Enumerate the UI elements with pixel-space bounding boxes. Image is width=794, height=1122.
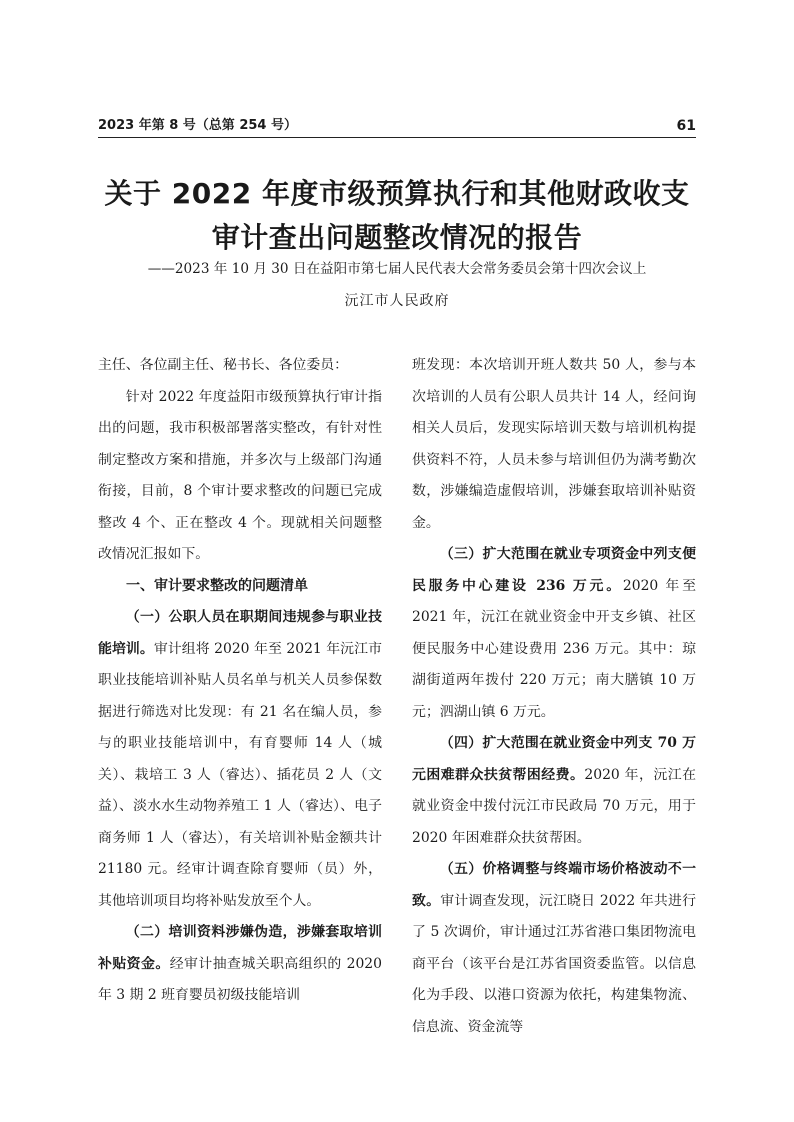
item-4-heading: （四）扩大范围在就业资金中列支 70 万元困难群众扶贫帮困经费。 bbox=[412, 735, 696, 783]
item-2-paragraph bbox=[98, 917, 382, 1012]
left-column bbox=[98, 350, 382, 1012]
item-5-text: 审计调查发现，沅江晓日 2022 年共进行了 5 次调价，审计通过江苏省港口集团物流电商平台（该平台是江苏省国资委监管。以信息化为手段、以港口资源为依托，构建集物流、信息流、资金流等 bbox=[412, 892, 696, 1035]
item-1-paragraph bbox=[98, 602, 382, 917]
item-2-text-part-2: 班发现：本次培训开班人数共 50 人，参与本次培训的人员有公职人员共计 14 人，经问询相关人员后，发现实际培训天数与培训机构提供资料不符，人员未参与培训但仍为满考勤次数，涉嫌编造虚假培训，涉嫌套取培训补贴资金。 bbox=[412, 357, 696, 531]
running-header bbox=[98, 116, 696, 136]
item-4-paragraph bbox=[412, 728, 696, 854]
item-2-text-part-1: 经审计抽查城关职高组织的 2020 年 3 期 2 班育婴员初级技能培训 bbox=[98, 955, 382, 1003]
item-4-text: 2020 年，沅江在就业资金中拨付沅江市民政局 70 万元，用于 2020 年困难群众扶贫帮困。 bbox=[412, 766, 696, 846]
document-title bbox=[98, 172, 696, 260]
page-number: 61 bbox=[676, 118, 696, 134]
title-line-1: 关于 2022 年度市级预算执行和其他财政收支 bbox=[104, 177, 690, 210]
intro-paragraph: 针对 2022 年度益阳市级预算执行审计指出的问题，我市积极部署落实整改，有针对性制定整改方案和措施，并多次与上级部门沟通衔接，目前，8 个审计要求整改的问题已完成整改 4 个、正在整改 4 个。现就相关问题整改情况汇报如下。 bbox=[98, 388, 382, 562]
title-line-2: 审计查出问题整改情况的报告 bbox=[211, 221, 583, 254]
salutation: 主任、各位副主任、秘书长、各位委员： bbox=[98, 357, 349, 373]
item-3-heading: （三）扩大范围在就业专项资金中列支便民服务中心建设 236 万元。 bbox=[412, 546, 696, 594]
issue-label: 2023 年第 8 号（总第 254 号） bbox=[98, 118, 297, 133]
right-column bbox=[412, 350, 696, 1043]
author: 沅江市人民政府 bbox=[344, 293, 450, 309]
subtitle: ——2023 年 10 月 30 日在益阳市第七届人民代表大会常务委员会第十四次会议上 bbox=[147, 261, 647, 277]
item-2-heading: （二）培训资料涉嫌伪造，涉嫌套取培训补贴资金。 bbox=[98, 924, 382, 972]
item-3-paragraph bbox=[412, 539, 696, 728]
section-heading: 一、审计要求整改的问题清单 bbox=[126, 577, 308, 594]
item-1-heading: （一）公职人员在职期间违规参与职业技能培训。 bbox=[98, 609, 382, 657]
item-5-paragraph bbox=[412, 854, 696, 1043]
item-5-heading: （五）价格调整与终端市场价格波动不一致。 bbox=[412, 861, 696, 909]
header-rule bbox=[98, 137, 696, 138]
item-3-text: 2020 年至 2021 年，沅江在就业资金中开支乡镇、社区便民服务中心建设费用 236 万元。其中：琼湖街道两年拨付 220 万元；南大膳镇 10 万元；泗湖山镇 6 万元。 bbox=[412, 577, 696, 720]
item-1-text: 审计组将 2020 年至 2021 年沅江市职业技能培训补贴人员名单与机关人员参保数据进行筛选对比发现：有 21 名在编人员，参与的职业技能培训中，有育婴师 14 人（城关）、栽培工 3 人（睿达）、插花员 2 人（文益）、淡水水生动物养殖工 1 人（睿达）、电子商务师 1 人（睿达），有关培训补贴金额共计 21180 元。经审计调查除育婴师（员）外，其他培训项目均将补贴发放至个人。 bbox=[98, 640, 382, 909]
